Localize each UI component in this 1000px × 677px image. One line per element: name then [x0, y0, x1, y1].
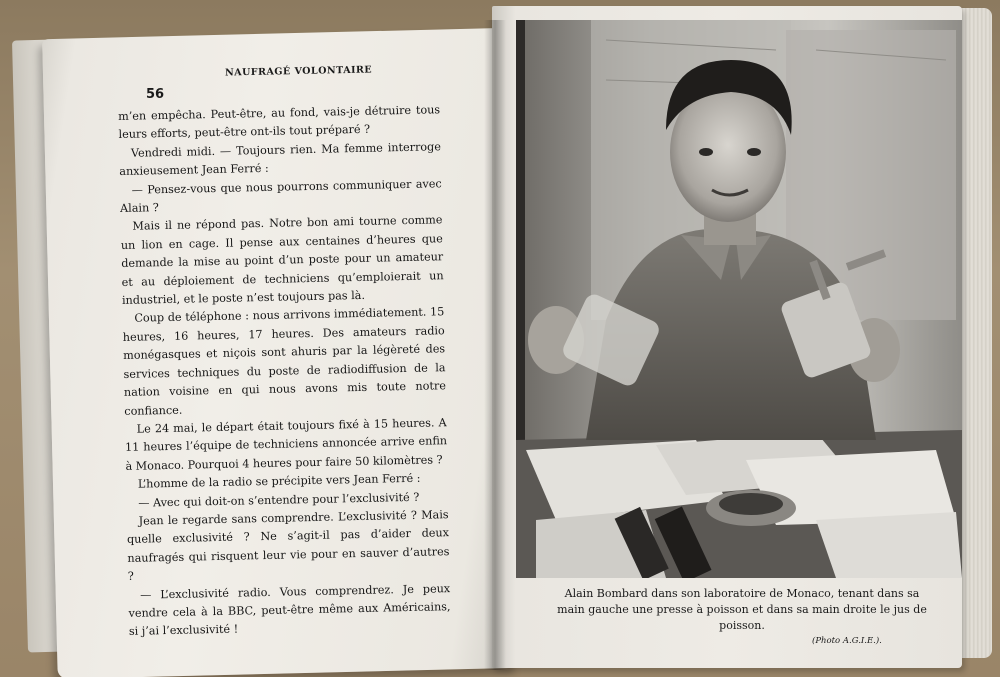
- paragraph: Jean le regarde sans comprendre. L’exclusivité ? Mais quelle exclusivité ? Ne s’agit-il pas d’aider deux naufragés qui risquent leur vie pour en sauver d’autres ?: [126, 508, 450, 584]
- page-number: 56: [146, 87, 165, 102]
- paragraph: Le 24 mai, le départ était toujours fixé à 15 heures. A 11 heures l’équipe de techniciens annoncée arrive enfin à Monaco. Pourquoi 4 heures pour faire 50 kilomètres ?: [124, 416, 448, 473]
- paragraph: — L’exclusivité radio. Vous comprendrez. Je peux vendre cela à la BBC, peut-être même aux Américains, si j’ai l’exclusivité !: [128, 581, 451, 639]
- body-text: [118, 101, 451, 641]
- paragraph: — Avec qui doit-on s’entendre pour l’exclusivité ?: [138, 490, 420, 510]
- running-head: NAUFRAGÉ VOLONTAIRE: [224, 64, 373, 79]
- paragraph: Coup de téléphone : nous arrivons immédiatement. 15 heures, 16 heures, 17 heures. Des amateurs radio monégasques et niçois sont ahuris par la légèreté des services techniques du poste de radiodiffusion de la nation voisine en qui nous avons mis toute notre confiance.: [122, 305, 447, 418]
- paragraph: L’homme de la radio se précipite vers Jean Ferré :: [137, 471, 421, 491]
- book-gutter: [484, 20, 506, 670]
- photo-illustration: [516, 20, 962, 578]
- photograph: [516, 20, 962, 578]
- photo-credit: (Photo A.G.I.E.).: [812, 636, 882, 646]
- paragraph: Vendredi midi. — Toujours rien. Ma femme interroge anxieusement Jean Ferré :: [119, 140, 442, 179]
- paragraph: Mais il ne répond pas. Notre bon ami tourne comme un lion en cage. Il pense aux centaines d’heures que demande la mise au point d’un poste pour un amateur et au déploiement de techniciens qu’emploierait un industriel, et le poste n’est toujours pas là.: [120, 213, 444, 308]
- photo-caption: Alain Bombard dans son laboratoire de Monaco, tenant dans sa main gauche une presse à poisson et dans sa main droite le jus de poisson.: [557, 587, 927, 632]
- paragraph: m’en empêcha. Peut-être, au fond, vais-je détruire tous leurs efforts, peut-être ont-ils tout préparé ?: [118, 103, 441, 142]
- paragraph: — Pensez-vous que nous pourrons communiquer avec Alain ?: [119, 176, 442, 216]
